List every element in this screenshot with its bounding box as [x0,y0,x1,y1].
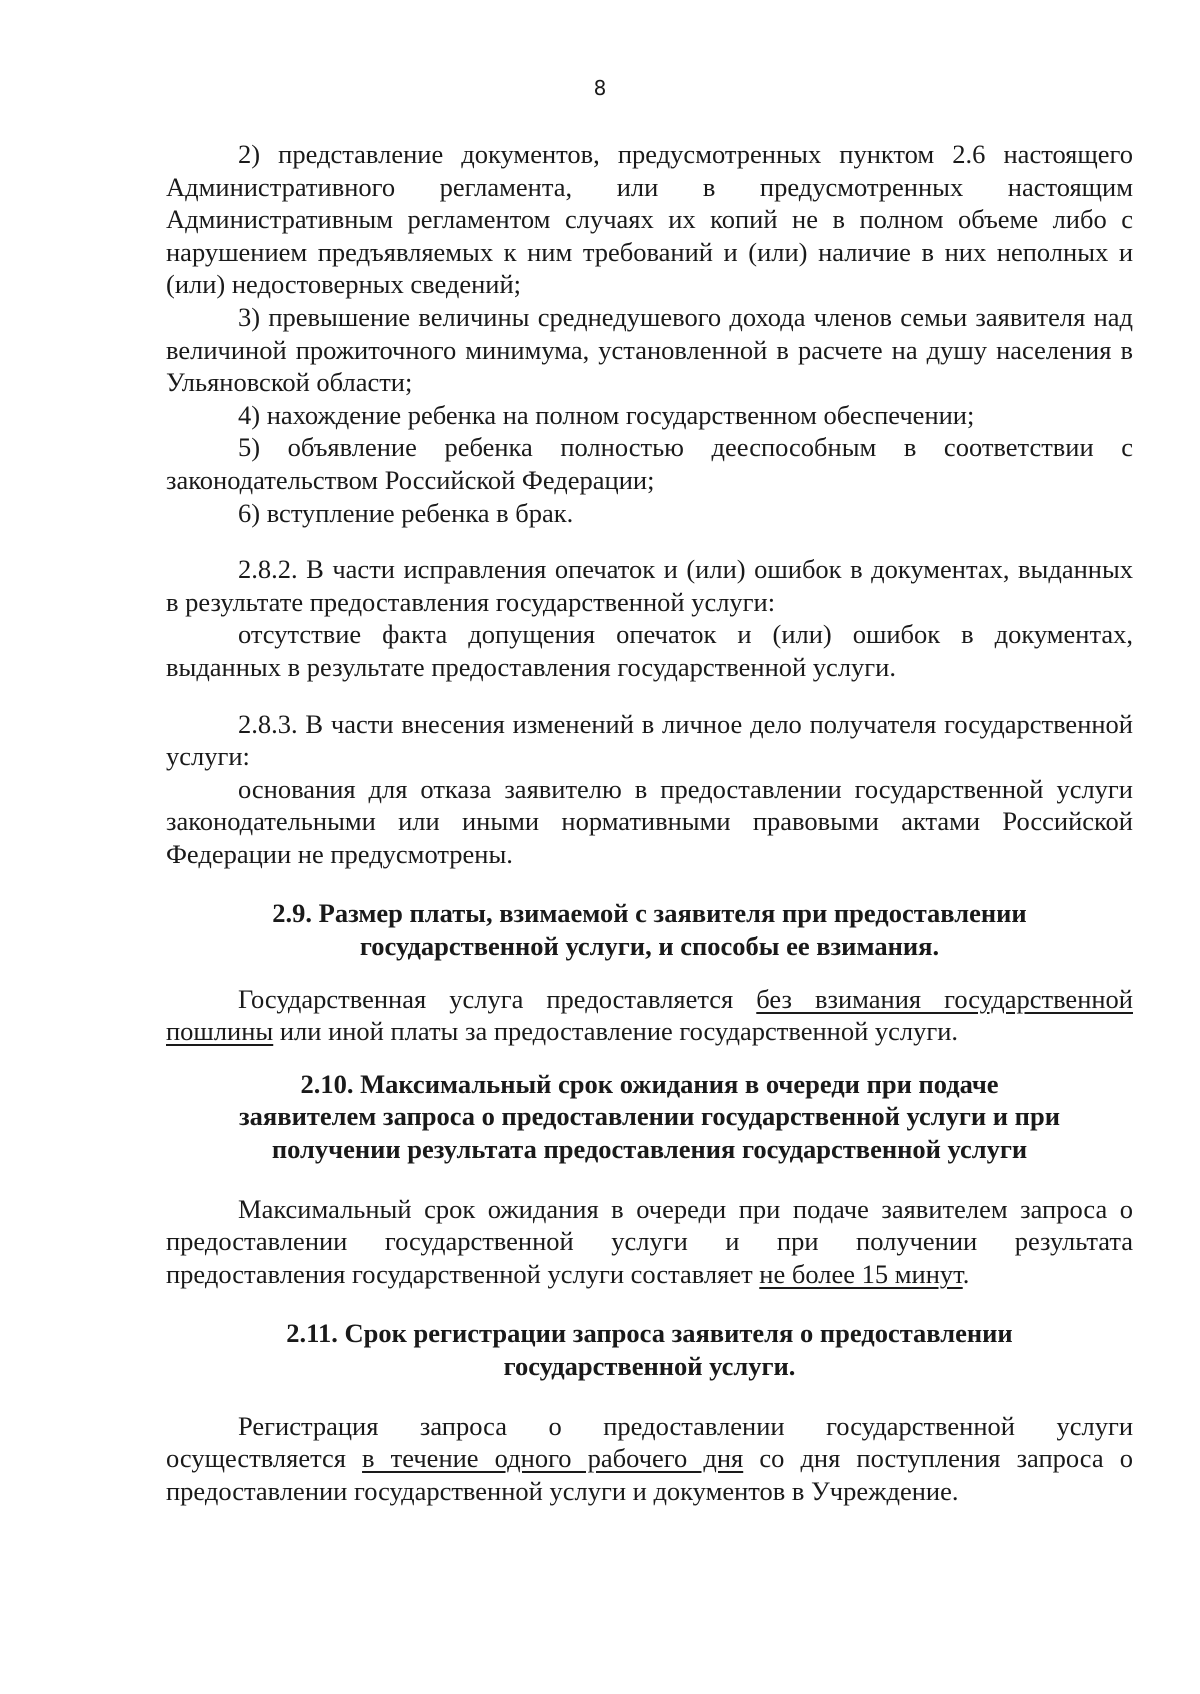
spacer [166,1290,1133,1317]
section-2-10-heading-line-1: 2.10. Максимальный срок ожидания в очереди при подаче [300,1068,999,1099]
section-2-11-text-start: Регистрация запроса о предоставлении государственной услуги осуществляется [166,1410,1133,1474]
section-2-11-heading-line-1: 2.11. Срок регистрации запроса заявителя о предоставлении [286,1318,1013,1349]
section-2-8-3-intro: 2.8.3. В части внесения изменений в личное дело получателя государственной услуги: [166,708,1133,772]
section-2-11-text-end: со дня поступления запроса о предоставлении государственной услуги и документов в Учреждение. [166,1443,1133,1506]
paragraph-item-5: 5) объявление ребенка полностью дееспособным в соответствии с законодательством Российской Федерации; [166,432,1133,495]
section-2-9-heading-line-2: государственной услуги, и способы ее взимания. [359,931,940,962]
paragraph-item-3: 3) превышение величины среднедушевого дохода членов семьи заявителя над величиной прожиточного минимума, установленной в расчете на душу населения в Ульяновской области; [166,301,1133,398]
document-body [166,138,1133,1507]
spacer [166,1383,1133,1410]
spacer [166,963,1133,983]
paragraph-item-2: 2) представление документов, предусмотренных пунктом 2.6 настоящего Административного регламента, или в предусмотренных настоящим Административным регламентом случаях их копий не в полном объеме либо с нарушением предъявляемых к ним требований и (или) наличие в них неполных и (или) недостоверных сведений; [166,139,1133,300]
section-2-11-heading-line-2: государственной услуги. [503,1351,796,1381]
spacer [166,1166,1133,1193]
section-2-10-heading-line-3: получении результата предоставления государственной услуги [271,1134,1028,1165]
page-number: 8 [593,76,607,100]
section-2-10-text [166,1193,1133,1291]
section-2-8-2-intro: 2.8.2. В части исправления опечаток и (или) ошибок в документах, выданных в результате предоставления государственной услуги: [166,554,1133,617]
section-2-10-text-start: Максимальный срок ожидания в очереди при подаче заявителем запроса о предоставлении государственной услуги и при получении результата предоставления государственной услуги составляет [166,1193,1133,1289]
spacer [166,870,1133,897]
section-2-9-heading-line-1: 2.9. Размер платы, взимаемой с заявителя при предоставлении [272,898,1027,929]
paragraph-item-6: 6) вступление ребенка в брак. [238,497,574,528]
section-2-10-underlined-text: не более 15 минут [759,1258,963,1289]
section-2-9-heading [166,897,1133,962]
section-2-9-text-end: или иной платы за предоставление государственной услуги. [273,1016,959,1047]
section-2-11-underlined-text: в течение одного рабочего дня [362,1443,744,1474]
section-2-9-text [166,983,1133,1048]
section-2-10-heading [166,1068,1133,1166]
section-2-8-3-body: основания для отказа заявителю в предоставлении государственной услуги законодательными или иными нормативными правовыми актами Российской Федерации не предусмотрены. [166,773,1133,869]
paragraph-item-4: 4) нахождение ребенка на полном государственном обеспечении; [238,399,975,430]
spacer [166,529,1133,553]
spacer [166,684,1133,708]
spacer [166,1048,1133,1068]
section-2-11-text [166,1410,1133,1508]
section-2-9-underlined-text: без взимания государственной пошлины [166,983,1133,1047]
section-2-9-text-start: Государственная услуга предоставляется [238,983,757,1014]
section-2-11-heading [166,1317,1133,1382]
section-2-10-text-end: . [962,1258,970,1289]
section-2-8-2-body: отсутствие факта допущения опечаток и (или) ошибок в документах, выданных в результате предоставления государственной услуги. [166,619,1133,682]
section-2-10-heading-line-2: заявителем запроса о предоставлении государственной услуги и при [239,1101,1060,1132]
